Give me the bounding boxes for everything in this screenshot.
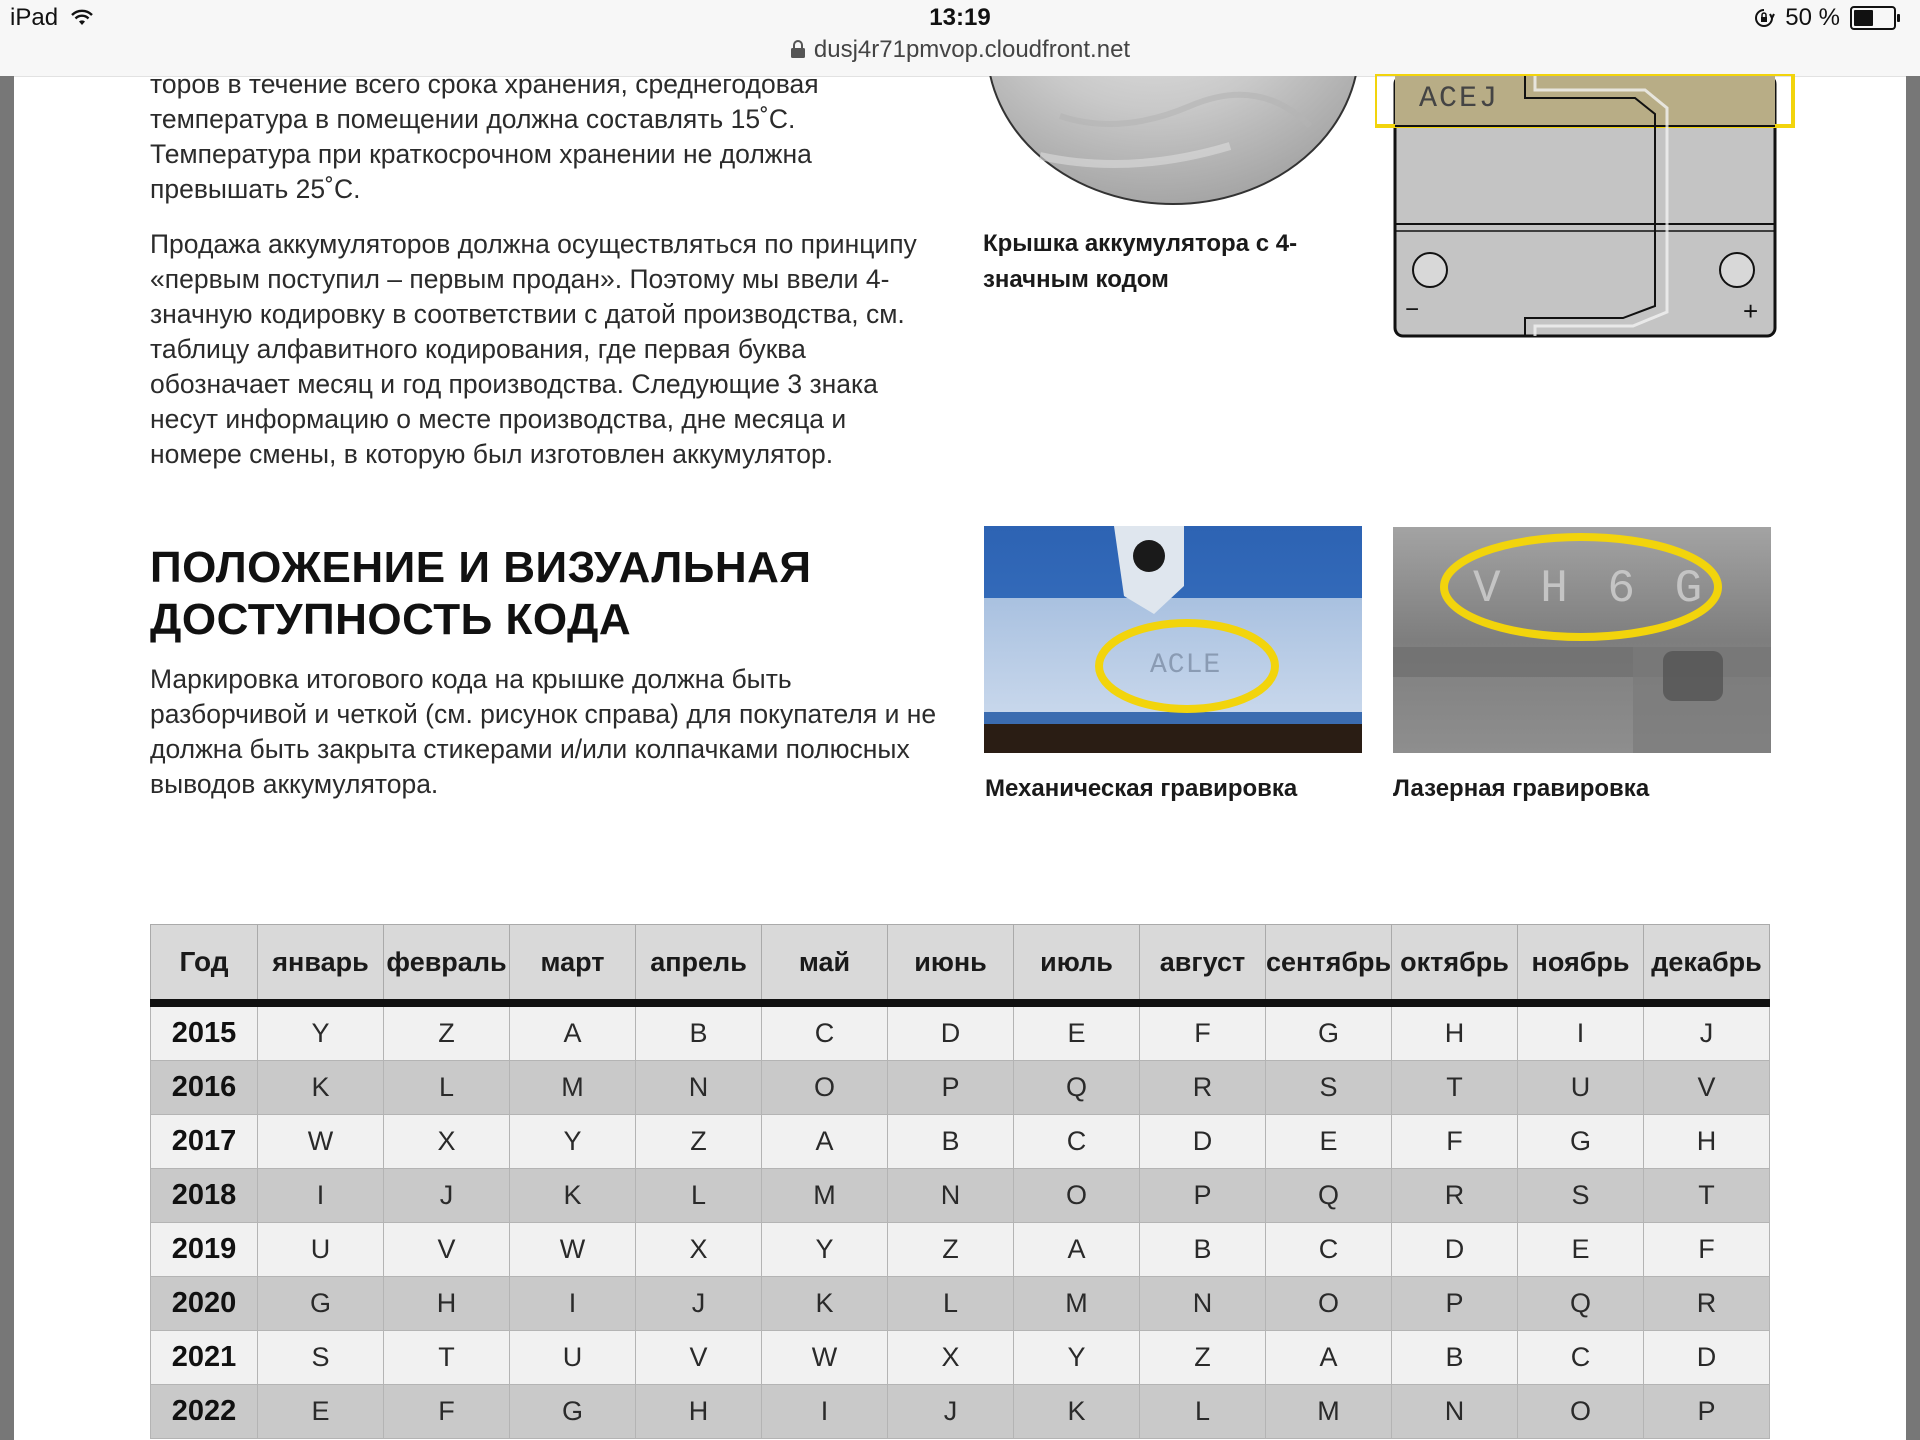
paragraph-visibility: Маркировка итогового кода на крышке должна быть разборчивой и четкой (см. рисунок справа) для покупателя и не должна быть закрыта стикерами и/или колпачками полюсных выводов аккумулятора. xyxy=(150,664,937,799)
code-letter-cell: H xyxy=(1644,1115,1770,1169)
status-bar xyxy=(0,0,1920,77)
code-letter-cell: D xyxy=(1392,1223,1518,1277)
mechanical-code-text: ACLE xyxy=(1150,650,1222,681)
year-cell: 2021 xyxy=(151,1331,258,1385)
code-letter-cell: C xyxy=(1266,1223,1392,1277)
month-column-header: март xyxy=(510,925,636,1004)
code-letter-cell: L xyxy=(1140,1385,1266,1439)
code-letter-cell: H xyxy=(384,1277,510,1331)
address-bar[interactable] xyxy=(0,36,1920,64)
section-heading: ПОЛОЖЕНИЕ И ВИЗУАЛЬНАЯ ДОСТУПНОСТЬ КОДА xyxy=(150,543,812,644)
code-letter-cell: S xyxy=(1266,1061,1392,1115)
laser-code-text: V H 6 G xyxy=(1473,563,1709,615)
year-cell: 2019 xyxy=(151,1223,258,1277)
code-letter-cell: E xyxy=(258,1385,384,1439)
mechanical-engraving-photo xyxy=(984,526,1362,753)
table-row xyxy=(151,1003,1770,1061)
month-column-header: октябрь xyxy=(1392,925,1518,1004)
year-column-header: Год xyxy=(151,925,258,1004)
code-letter-cell: M xyxy=(762,1169,888,1223)
code-letter-cell: A xyxy=(1014,1223,1140,1277)
code-letter-cell: Y xyxy=(258,1003,384,1061)
code-letter-cell: T xyxy=(1392,1061,1518,1115)
code-letter-cell: Y xyxy=(1014,1331,1140,1385)
code-letter-cell: R xyxy=(1140,1061,1266,1115)
code-letter-cell: Q xyxy=(1518,1277,1644,1331)
code-letter-cell: D xyxy=(1140,1115,1266,1169)
table-row xyxy=(151,1169,1770,1223)
code-letter-cell: I xyxy=(762,1385,888,1439)
code-letter-cell: Y xyxy=(762,1223,888,1277)
production-code-table xyxy=(150,924,1770,1439)
code-letter-cell: G xyxy=(258,1277,384,1331)
code-letter-cell: E xyxy=(1518,1223,1644,1277)
code-letter-cell: L xyxy=(384,1061,510,1115)
code-letter-cell: C xyxy=(1014,1115,1140,1169)
code-letter-cell: Y xyxy=(510,1115,636,1169)
battery-percent: 50 % xyxy=(1785,4,1840,31)
code-letter-cell: O xyxy=(1014,1169,1140,1223)
mechanical-caption: Механическая гравировка xyxy=(985,775,1298,802)
battery-fill xyxy=(1854,10,1873,26)
code-letter-cell: D xyxy=(888,1003,1014,1061)
table-row xyxy=(151,1115,1770,1169)
code-letter-cell: M xyxy=(1266,1385,1392,1439)
clock: 13:19 xyxy=(929,4,991,31)
lid-code-text: ACEJ xyxy=(1419,82,1500,116)
code-letter-cell: Z xyxy=(384,1003,510,1061)
month-column-header: февраль xyxy=(384,925,510,1004)
code-letter-cell: P xyxy=(1392,1277,1518,1331)
code-letter-cell: F xyxy=(1644,1223,1770,1277)
code-letter-cell: K xyxy=(1014,1385,1140,1439)
code-letter-cell: B xyxy=(888,1115,1014,1169)
month-column-header: сентябрь xyxy=(1266,925,1392,1004)
code-letter-cell: I xyxy=(510,1277,636,1331)
table-header-row xyxy=(151,925,1770,1004)
code-letter-cell: K xyxy=(258,1061,384,1115)
year-cell: 2018 xyxy=(151,1169,258,1223)
month-column-header: апрель xyxy=(636,925,762,1004)
minus-terminal-icon: − xyxy=(1405,296,1420,323)
code-letter-cell: H xyxy=(1392,1003,1518,1061)
code-letter-cell: U xyxy=(510,1331,636,1385)
code-letter-cell: Z xyxy=(636,1115,762,1169)
code-letter-cell: A xyxy=(762,1115,888,1169)
code-letter-cell: D xyxy=(1644,1331,1770,1385)
code-letter-cell: N xyxy=(888,1169,1014,1223)
code-letter-cell: S xyxy=(258,1331,384,1385)
code-letter-cell: Z xyxy=(1140,1331,1266,1385)
code-letter-cell: V xyxy=(384,1223,510,1277)
table-body xyxy=(151,1003,1770,1439)
month-column-header: июнь xyxy=(888,925,1014,1004)
code-letter-cell: J xyxy=(384,1169,510,1223)
code-letter-cell: N xyxy=(1392,1385,1518,1439)
code-letter-cell: J xyxy=(888,1385,1014,1439)
code-letter-cell: K xyxy=(762,1277,888,1331)
laser-engraving-photo xyxy=(1393,527,1771,753)
device-label: iPad xyxy=(10,4,59,31)
battery-lid-diagram xyxy=(1375,74,1795,344)
status-right xyxy=(1753,4,1896,32)
code-letter-cell: L xyxy=(636,1169,762,1223)
code-letter-cell: O xyxy=(1518,1385,1644,1439)
month-column-header: август xyxy=(1140,925,1266,1004)
table-row xyxy=(151,1061,1770,1115)
code-letter-cell: M xyxy=(510,1061,636,1115)
lid-caption: Крышка аккумулятора с 4-значным кодом xyxy=(983,230,1298,293)
code-letter-cell: T xyxy=(1644,1169,1770,1223)
code-letter-cell: F xyxy=(384,1385,510,1439)
code-letter-cell: X xyxy=(384,1115,510,1169)
year-cell: 2017 xyxy=(151,1115,258,1169)
code-letter-cell: Z xyxy=(888,1223,1014,1277)
code-letter-cell: P xyxy=(888,1061,1014,1115)
code-letter-cell: B xyxy=(636,1003,762,1061)
code-letter-cell: S xyxy=(1518,1169,1644,1223)
code-letter-cell: X xyxy=(636,1223,762,1277)
orientation-lock-icon xyxy=(1753,7,1775,29)
code-letter-cell: Q xyxy=(1014,1061,1140,1115)
code-letter-cell: I xyxy=(258,1169,384,1223)
code-letter-cell: C xyxy=(1518,1331,1644,1385)
code-letter-cell: C xyxy=(762,1003,888,1061)
code-letter-cell: F xyxy=(1392,1115,1518,1169)
laser-caption: Лазерная гравировка xyxy=(1393,775,1650,802)
code-letter-cell: A xyxy=(1266,1331,1392,1385)
paragraph-storage: торов в течение всего срока хранения, среднегодовая температура в помещении должна составлять 15˚С. Температура при краткосрочном хранении не должна превышать 25˚С. xyxy=(150,69,819,204)
code-letter-cell: N xyxy=(1140,1277,1266,1331)
code-letter-cell: W xyxy=(510,1223,636,1277)
code-letter-cell: P xyxy=(1644,1385,1770,1439)
table-row xyxy=(151,1385,1770,1439)
code-letter-cell: X xyxy=(888,1331,1014,1385)
url-text: dusj4r71pmvop.cloudfront.net xyxy=(813,36,1131,63)
table-row xyxy=(151,1223,1770,1277)
year-cell: 2020 xyxy=(151,1277,258,1331)
code-letter-cell: R xyxy=(1392,1169,1518,1223)
code-letter-cell: P xyxy=(1140,1169,1266,1223)
code-letter-cell: J xyxy=(1644,1003,1770,1061)
code-letter-cell: O xyxy=(1266,1277,1392,1331)
code-letter-cell: W xyxy=(762,1331,888,1385)
code-letter-cell: O xyxy=(762,1061,888,1115)
code-letter-cell: W xyxy=(258,1115,384,1169)
code-letter-cell: J xyxy=(636,1277,762,1331)
month-column-header: январь xyxy=(258,925,384,1004)
code-letter-cell: K xyxy=(510,1169,636,1223)
code-letter-cell: N xyxy=(636,1061,762,1115)
code-letter-cell: L xyxy=(888,1277,1014,1331)
code-letter-cell: E xyxy=(1014,1003,1140,1061)
page-gutter-right xyxy=(1906,76,1920,1440)
month-column-header: июль xyxy=(1014,925,1140,1004)
table-row xyxy=(151,1277,1770,1331)
year-cell: 2015 xyxy=(151,1003,258,1061)
lid-photo xyxy=(980,76,1360,206)
code-letter-cell: Q xyxy=(1266,1169,1392,1223)
code-letter-cell: B xyxy=(1140,1223,1266,1277)
code-letter-cell: M xyxy=(1014,1277,1140,1331)
code-letter-cell: I xyxy=(1518,1003,1644,1061)
code-letter-cell: U xyxy=(258,1223,384,1277)
paragraph-coding: Продажа аккумуляторов должна осуществляться по принципу «первым поступил – первым продан». Поэтому мы ввели 4-значную кодировку в соответствии с датой производства, см. таблицу алфавитного кодирования, где первая буква обозначает месяц и год производства. Следующие 3 знака несут информацию о месте производства, дне месяца и номере смены, в которую был изготовлен аккумулятор. xyxy=(150,229,917,469)
code-letter-cell: V xyxy=(636,1331,762,1385)
month-column-header: май xyxy=(762,925,888,1004)
battery-icon xyxy=(1850,6,1896,30)
code-letter-cell: U xyxy=(1518,1061,1644,1115)
code-letter-cell: V xyxy=(1644,1061,1770,1115)
code-letter-cell: A xyxy=(510,1003,636,1061)
code-letter-cell: G xyxy=(1266,1003,1392,1061)
plus-terminal-icon: + xyxy=(1743,296,1759,326)
page-gutter-left xyxy=(0,76,14,1440)
code-letter-cell: G xyxy=(1518,1115,1644,1169)
code-letter-cell: R xyxy=(1644,1277,1770,1331)
month-column-header: декабрь xyxy=(1644,925,1770,1004)
year-cell: 2016 xyxy=(151,1061,258,1115)
month-column-header: ноябрь xyxy=(1518,925,1644,1004)
code-letter-cell: H xyxy=(636,1385,762,1439)
code-letter-cell: T xyxy=(384,1331,510,1385)
year-cell: 2022 xyxy=(151,1385,258,1439)
table-row xyxy=(151,1331,1770,1385)
lock-icon xyxy=(790,39,806,59)
code-letter-cell: F xyxy=(1140,1003,1266,1061)
code-letter-cell: B xyxy=(1392,1331,1518,1385)
code-letter-cell: E xyxy=(1266,1115,1392,1169)
code-letter-cell: G xyxy=(510,1385,636,1439)
